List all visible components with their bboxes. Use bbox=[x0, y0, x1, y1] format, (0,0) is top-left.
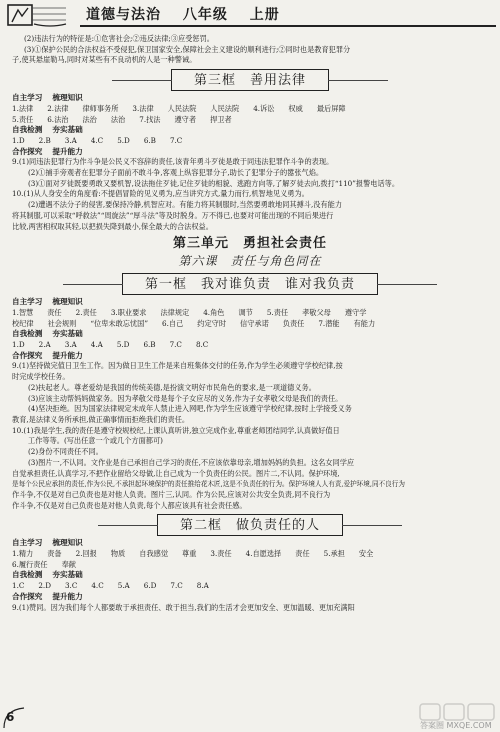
answer-row: 1.D 2.B 3.A 4.C 5.D 6.B 7.C bbox=[12, 135, 183, 145]
section-heading: 自主学习 梳理知识 bbox=[12, 297, 83, 307]
header-rule bbox=[80, 25, 496, 27]
section-heading: 合作探究 提升能力 bbox=[12, 146, 83, 156]
section-heading: 自我检测 夯实基础 bbox=[12, 329, 83, 339]
answer-row: 校纪律 社会规则 “位卑未敢忘忧国” 6.自己 约定守时 信守承诺 负责任 7.潜能 有能力 bbox=[12, 318, 376, 328]
answer-row: 1.D 2.A 3.A 4.A 5.D 6.B 7.C 8.C bbox=[12, 340, 209, 350]
header-volume: 上册 bbox=[249, 7, 280, 23]
text-line: 9.(1)同违法犯罪行为作斗争是公民义不容辞的责任,该青年勇斗歹徒是敢于同违法犯罪作斗争的表现。 bbox=[12, 157, 334, 167]
header-grade: 八年级 bbox=[182, 7, 228, 23]
answer-row: 5.责任 6.法治 法治 法治 7.找法 遵守者 捍卫者 bbox=[12, 114, 232, 124]
header-subject: 道德与法治 bbox=[86, 7, 161, 23]
frame-title: 第三框 善用法律 bbox=[171, 69, 329, 91]
text-line: 作斗争,不仅是对自己负责也是对他人负责,每个人都应该具有社会责任感。 bbox=[12, 500, 247, 510]
answer-body bbox=[12, 34, 488, 613]
text-line: (4)坚决拒绝。因为国家法律规定未成年人禁止进入网吧,作为学生应该遵守学校纪律,按时上学接受义务 bbox=[28, 404, 352, 414]
answer-row: 6.履行责任 奉献 bbox=[12, 559, 76, 569]
text-line: 10.(1)从人身安全的角度看:不提倡冒险的见义勇为,应当讲究方式,量力而行,机智地见义勇为。 bbox=[12, 189, 309, 199]
text-line: 时完成学校任务。 bbox=[12, 372, 70, 382]
section-heading: 自主学习 梳理知识 bbox=[12, 93, 83, 103]
text-line: 比较,两害相权取其轻,以把损失降到最小,保全最大的合法权益。 bbox=[12, 221, 213, 231]
section-frame bbox=[12, 514, 488, 536]
text-line: (3)应该主动帮妈妈做家务。因为孝敬父母是每个子女应尽的义务,作为子女孝敬父母是我们的责任。 bbox=[28, 393, 343, 403]
unit-title: 第三单元 勇担社会责任 bbox=[172, 236, 327, 252]
text-line: (2)身份不同责任不同。 bbox=[28, 447, 103, 457]
text-line: (2)①捕手旁观者在犯罪分子面前不敢斗争,客观上纵容犯罪分子,助长了犯罪分子的嚣张气焰。 bbox=[28, 168, 324, 178]
text-line: 作斗争,不仅是对自己负责也是对他人负责。图片三,认同。作为公民,应该对公共安全负责,同不良行为 bbox=[12, 489, 331, 499]
text-line: 自觉承担责任,认真学习,不把作业留给父母做,让自己成为一个负责任的公民。图片二,不认同。保护环境, bbox=[12, 468, 340, 478]
section-heading: 自我检测 夯实基础 bbox=[12, 570, 83, 580]
frame-title: 第一框 我对谁负责 谁对我负责 bbox=[122, 273, 378, 295]
text-line: 工作等等。(写出任意一个或几个方面都可) bbox=[28, 436, 163, 446]
text-line: 9.(1)坚持做完值日卫生工作。因为做日卫生工作是来自班集体交付的任务,作为学生必须遵守学校纪律,按 bbox=[12, 361, 343, 371]
text-line: 10.(1)我是学生,我的责任是遵守校规校纪,上课认真听讲,独立完成作业,尊重老师团结同学,认真做好值日 bbox=[12, 425, 340, 435]
answer-row: 1.法律 2.法律 律师事务所 3.法律 人民法院 人民法院 4.诉讼 权威 最后屏障 bbox=[12, 103, 346, 113]
text-line: (2)违法行为的特征是:①危害社会;②违反法律;③应受惩罚。 bbox=[24, 34, 214, 43]
section-frame bbox=[12, 273, 488, 295]
page-header-title bbox=[86, 4, 296, 24]
text-line: (2)扶起老人。尊老爱幼是我国的传统美德,是扮演文明好市民角色的要求,是一项道德义务。 bbox=[28, 382, 316, 392]
watermark-text: 答案圈 MXQE.COM bbox=[420, 721, 492, 730]
section-heading: 自我检测 夯实基础 bbox=[12, 125, 83, 135]
book-logo-icon bbox=[6, 2, 68, 28]
page-number: 6 bbox=[6, 710, 15, 724]
text-line: (3)①面对歹徒既要勇敢又要机智,设法拖住歹徒,记住歹徒的相貌、逃跑方向等,了解歹徒去向,拨打“110”报警电话等。 bbox=[28, 178, 400, 188]
answer-row: 1.精力 责备 2.回报 物质 自我感觉 尊重 3.责任 4.自愿选择 责任 5.承担 安全 bbox=[12, 549, 374, 559]
text-line: 将其制服,可以采取“呼救法”“周旋法”“厚斗法”等及时脱身。万不得已,也要对可能出现的不同后果进行 bbox=[12, 210, 334, 220]
answer-row: 1.C 2.D 3.C 4.C 5.A 6.D 7.C 8.A bbox=[12, 581, 209, 591]
text-line: 教育,是法律义务所承担,做正确事情而拒绝我们的责任。 bbox=[12, 414, 190, 424]
section-heading: 自主学习 梳理知识 bbox=[12, 538, 83, 548]
answer-row: 1.智慧 责任 2.责任 3.职业要求 法律规定 4.角色 调节 5.责任 孝敬父母 遵守学 bbox=[12, 307, 367, 317]
text-line: 子,使其悬崖勒马,同时对某些有不良动机的人是一种警诫。 bbox=[12, 55, 197, 65]
text-line: 9.(1)赞同。因为我们每个人都要敢于承担责任、敢于担当,我们的生活才会更加安全、更加温暖、更加充满阳 bbox=[12, 602, 355, 612]
lesson-title: 第六课 责任与角色同在 bbox=[178, 254, 322, 269]
frame-title: 第二框 做负责任的人 bbox=[157, 514, 343, 536]
text-line: (3)图片一,不认同。文作业是自己承担自己学习的责任,不应该依靠母亲,增加妈妈的负担。这名女同学应 bbox=[28, 457, 355, 467]
text-line: 是每个公民应承担的责任,作为公民,不承担起环境保护的责任推给花木匠,这是不负责任的行为。保护环境人人有责,爱护环境,同不良行为 bbox=[12, 480, 405, 489]
section-frame bbox=[12, 69, 488, 91]
section-heading: 合作探究 提升能力 bbox=[12, 591, 83, 601]
text-line: (3)①保护公民的合法权益不受侵犯,保卫国家安全,保障社会主义建设的顺利进行;②同时也是教育犯罪分 bbox=[24, 44, 351, 54]
section-heading: 合作探究 提升能力 bbox=[12, 350, 83, 360]
text-line: (2)遭遇不法分子的侵害,要保持冷静,机智应对。有能力将其制服时,当然要勇敢地同其搏斗,没有能力 bbox=[28, 200, 343, 210]
